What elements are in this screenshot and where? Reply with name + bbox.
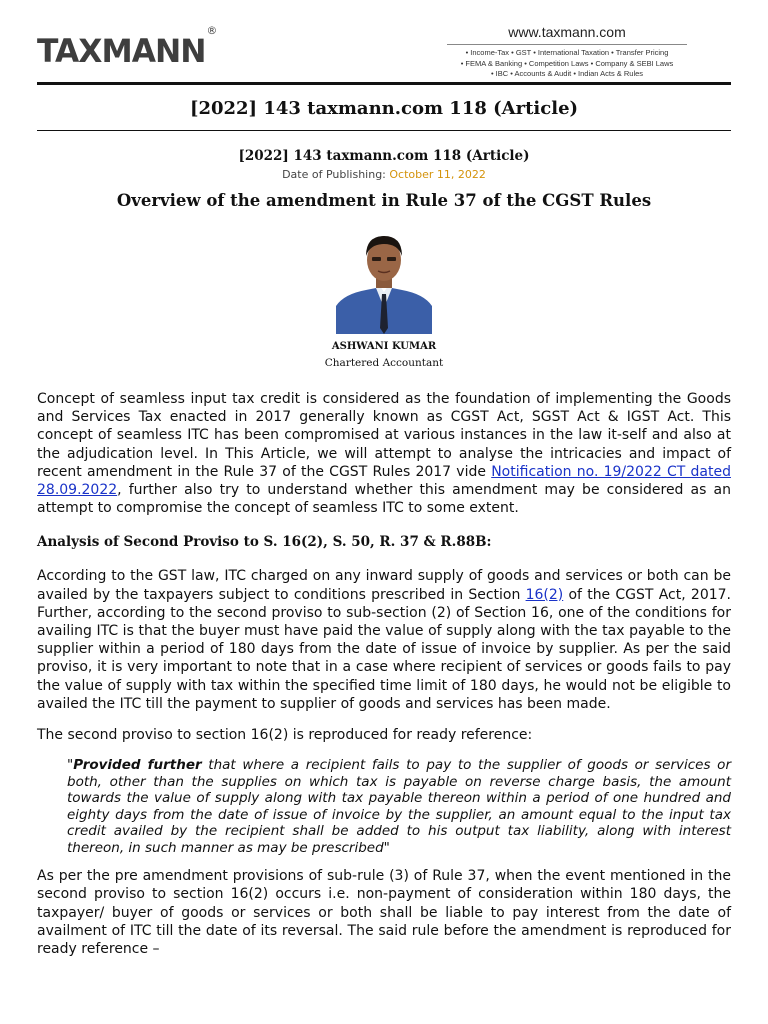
notification-link[interactable]: Notification no. 19/2022 CT dated 28.09.2022 bbox=[37, 463, 731, 499]
analysis-text-2: of the CGST Act, 2017. Further, according to the second proviso to sub-section (2) of Section 16, one of the conditions for availing ITC is that the buyer must have paid the value of supply along with the tax payable to the supplier within a period of 180 days from the date of issue of invoice by supplier. As per the said proviso, it is very important to note that in a case where recipient of services or goods fails to pay the value of supply with tax within the specified time limit of 180 days, he would not be eligible to availed the ITC till the payment to supplier of goods and services has been made. bbox=[37, 586, 731, 712]
taxmann-logo bbox=[37, 24, 218, 70]
analysis-text-1: According to the GST law, ITC charged on any inward supply of goods and services or both can be availed by the taxpayers subject to conditions prescribed in Section bbox=[37, 568, 731, 603]
registered-mark: ® bbox=[206, 24, 218, 38]
topics-line-1: • Income-Tax • GST • International Taxation • Transfer Pricing bbox=[465, 48, 669, 57]
website-url: www.taxmann.com bbox=[508, 24, 626, 40]
logo-text: TAXMANN bbox=[37, 32, 206, 70]
author-name: ASHWANI KUMAR bbox=[331, 341, 437, 352]
intro-paragraph bbox=[37, 390, 731, 517]
title-rule bbox=[37, 130, 731, 131]
site-info bbox=[447, 24, 687, 80]
quote-text: that where a recipient fails to pay to the supplier of goods or services or both, other than the supplies on which tax is payable on reverse charge basis, the amount towards the value of supply along with tax payable thereon within a period of one hundred and eighty days from the date of issue of invoice by the supplier, an amount equal to the input tax credit availed by the recipient shall be added to his output tax liability, along with interest thereon, in such manner as may be prescribed" bbox=[67, 757, 731, 856]
analysis-paragraph bbox=[37, 567, 731, 713]
article bbox=[37, 148, 731, 958]
publish-date bbox=[37, 168, 731, 181]
author-photo bbox=[336, 228, 432, 334]
section-16-2-link[interactable]: 16(2) bbox=[525, 586, 564, 603]
intro-text-2: , further also try to understand whether this amendment may be considered as an attempt to compromise the concept of seamless ITC to some extent. bbox=[37, 482, 731, 517]
rule-37-paragraph: As per the pre amendment provisions of sub-rule (3) of Rule 37, when the event mentioned in the second proviso to section 16(2) occurs i.e. non-payment of consideration within 180 days, the taxpayer/ buyer of goods or services or both shall be liable to pay interest from the date of availment of ITC till the date of its reversal. The said rule before the amendment is reproduced for ready reference – bbox=[37, 868, 731, 958]
reproduction-intro: The second proviso to section 16(2) is reproduced for ready reference: bbox=[37, 727, 533, 744]
article-title: Overview of the amendment in Rule 37 of the CGST Rules bbox=[116, 191, 652, 210]
header-rule bbox=[37, 82, 731, 85]
page-citation-title: [2022] 143 taxmann.com 118 (Article) bbox=[189, 98, 579, 119]
proviso-quote bbox=[67, 757, 731, 856]
author-role: Chartered Accountant bbox=[324, 357, 444, 369]
article-citation: [2022] 143 taxmann.com 118 (Article) bbox=[238, 148, 530, 164]
topics-line-3: • IBC • Accounts & Audit • Indian Acts & Rules bbox=[490, 69, 644, 78]
section-heading: Analysis of Second Proviso to S. 16(2), S. 50, R. 37 & R.88B: bbox=[37, 534, 492, 551]
quote-open: " bbox=[67, 757, 74, 774]
intro-text-1: Concept of seamless input tax credit is considered as the foundation of implementing the Goods and Services Tax enacted in 2017 generally known as CGST Act, SGST Act & IGST Act. This concept of seamless ITC has been compromised at various instances in the law it-self and also at the adjudication level. In This Article, we will attempt to analyse the intricacies and impact of recent amendment in the Rule 37 of the CGST Rules 2017 vide bbox=[37, 391, 731, 480]
quote-bold-lead: Provided further bbox=[73, 757, 202, 774]
topics-line-2: • FEMA & Banking • Competition Laws • Company & SEBI Laws bbox=[460, 58, 674, 68]
date-label: Date of Publishing: bbox=[282, 168, 390, 181]
page-header bbox=[37, 24, 731, 84]
date-value: October 11, 2022 bbox=[389, 168, 486, 181]
site-divider bbox=[447, 44, 687, 45]
